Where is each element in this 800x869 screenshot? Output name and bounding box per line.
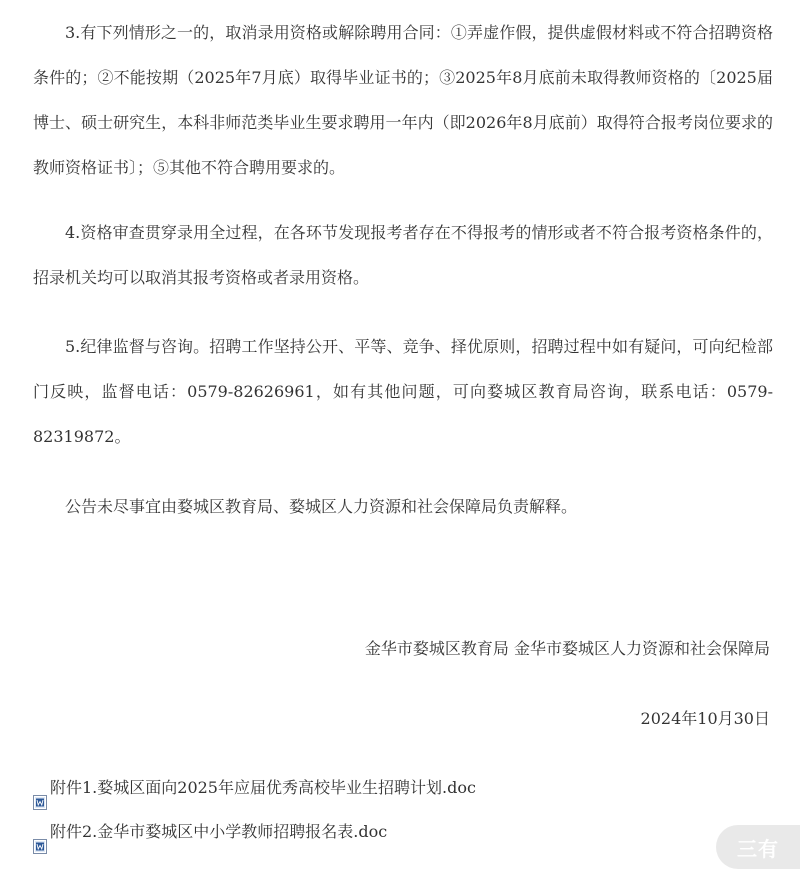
attachment-label-2: 附件2.金华市婺城区中小学教师招聘报名表.doc <box>50 822 388 841</box>
signature-date: 2024年10月30日 <box>640 709 770 728</box>
watermark-badge <box>716 825 800 869</box>
word-doc-icon <box>33 839 47 854</box>
paragraph-qualification-review: 4.资格审查贯穿录用全过程，在各环节发现报考者存在不得报考的情形或者不符合报考资格条件的，招录机关均可以取消其报考资格或者录用资格。 <box>33 223 773 287</box>
attachment-link-2[interactable] <box>33 822 387 852</box>
paragraph-supervision-consultation: 5.纪律监督与咨询。招聘工作坚持公开、平等、竞争、择优原则，招聘过程中如有疑问，可向纪检部门反映，监督电话：0579-82626961，如有其他问题，可向婺城区教育局咨询，联系电话：0579-82319872。 <box>33 337 773 446</box>
word-doc-icon <box>33 795 47 810</box>
attachment-label-1: 附件1.婺城区面向2025年应届优秀高校毕业生招聘计划.doc <box>50 778 476 797</box>
signature-organizations: 金华市婺城区教育局 金华市婺城区人力资源和社会保障局 <box>364 639 770 658</box>
paragraph-interpretation: 公告未尽事宜由婺城区教育局、婺城区人力资源和社会保障局负责解释。 <box>65 497 578 516</box>
watermark-text: 三有 <box>737 836 779 861</box>
paragraph-disqualification-conditions: 3.有下列情形之一的，取消录用资格或解除聘用合同：①弄虚作假，提供虚假材料或不符合招聘资格条件的；②不能按期（2025年7月底）取得毕业证书的；③2025年8月底前未取得教师资格的〔2025届博士、硕士研究生，本科非师范类毕业生要求聘用一年内（即2026年8月底前）取得符合报考岗位要求的教师资格证书〕；⑤其他不符合聘用要求的。 <box>33 23 773 177</box>
attachment-link-1[interactable] <box>33 778 476 808</box>
